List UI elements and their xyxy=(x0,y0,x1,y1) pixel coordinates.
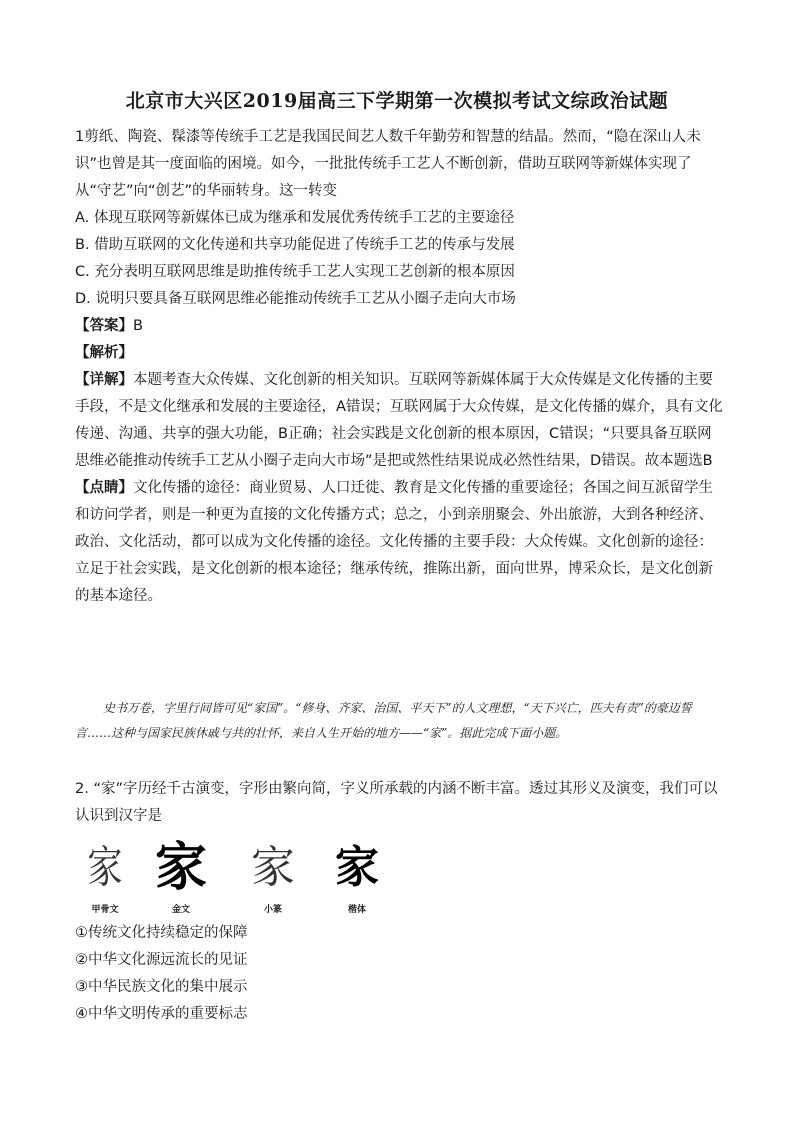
detail-text: 本题考查大众传媒、文化创新的相关知识。互联网等新媒体属于大众传媒是文化传播的主要手段，不是文化继承和发展的主要途径，A错误；互联网属于大众传媒，是文化传播的媒介，具有文化传递、沟通、共享的强大功能，B正确；社会实践是文化创新的根本原因，C错误；“只要具备互联网思维必能推动传统手工艺从小圈子走向大市场”是把或然性结果说成必然性结果，D错误。故本题选B xyxy=(75,372,723,469)
statement-2: ②中华文化源远流长的见证 xyxy=(75,952,248,968)
regular-script-glyph xyxy=(327,838,387,918)
tip-label: 【点睛】 xyxy=(75,480,133,496)
small-seal-caption: 小篆 xyxy=(263,905,282,915)
bronze-script-character: 家 xyxy=(154,838,207,898)
question-2-stem: 2. “家”字历经千古演变，字形由繁向简，字义所承载的内涵不断丰富。透过其形义及演变，我们可以认识到汉字是 xyxy=(75,781,718,824)
answer-value: B xyxy=(133,318,143,334)
detail-label: 【详解】 xyxy=(75,372,133,388)
page-title: 北京市大兴区2019届高三下学期第一次模拟考试文综政治试题 xyxy=(125,90,669,112)
small-seal-glyph xyxy=(243,838,303,918)
oracle-bone-caption: 甲骨文 xyxy=(91,905,119,915)
regular-script-character: 家 xyxy=(335,842,379,893)
answer-line xyxy=(75,313,723,340)
answer-label: 【答案】 xyxy=(75,318,133,334)
question-1-stem: 1剪纸、陶瓷、髹漆等传统手工艺是我国民间艺人数千年勤劳和智慧的结晶。然而，“隐在深山人未识”也曾是其一度面临的困境。如今，一批批传统手工艺人不断创新，借助互联网等新媒体实现了从“守艺”向“创艺”的华丽转身。这一转变 xyxy=(75,129,701,199)
statement-3: ③中华民族文化的集中展示 xyxy=(75,979,248,995)
option-d: D. 说明只要具备互联网思维必能推动传统手工艺从小圈子走向大市场 xyxy=(75,291,516,307)
oracle-bone-character: 家 xyxy=(87,842,123,893)
tip-text: 文化传播的途径：商业贸易、人口迁徙、教育是文化传播的重要途径；各国之间互派留学生和访问学者，则是一种更为直接的文化传播方式；总之，小到亲朋聚会、外出旅游，大到各种经济、政治、文化活动，都可以成为文化传播的途径。文化传播的主要手段：大众传媒。文化创新的途径：立足于社会实践，是文化创新的根本途径；继承传统，推陈出新，面向世界，博采众长，是文化创新的基本途径。 xyxy=(75,480,713,604)
analysis-label: 【解析】 xyxy=(75,345,133,361)
character-evolution-figure xyxy=(75,838,395,918)
analysis-line xyxy=(75,340,723,367)
tip-paragraph xyxy=(75,475,723,610)
statement-4: ④中华文明传承的重要标志 xyxy=(75,1006,248,1022)
regular-script-caption: 楷体 xyxy=(347,905,366,915)
question-1 xyxy=(75,124,723,610)
question-2 xyxy=(75,776,723,830)
option-b: B. 借助互联网的文化传递和共享功能促进了传统手工艺的传承与发展 xyxy=(75,237,515,253)
small-seal-character: 家 xyxy=(251,842,295,893)
reading-passage: 史书万卷，字里行间皆可见“家国”。“修身、齐家、治国、平天下”的人文理想，“天下兴亡，匹夫有责”的豪迈誓言……这种与国家民族休戚与共的壮怀，来自人生开始的地方——“家”。据此完成下面小题。 xyxy=(75,701,692,740)
option-c: C. 充分表明互联网思维是助推传统手工艺人实现工艺创新的根本原因 xyxy=(75,264,515,280)
bronze-script-glyph xyxy=(151,838,211,918)
detail-paragraph xyxy=(75,367,723,475)
oracle-bone-glyph xyxy=(75,838,135,918)
bronze-script-caption: 金文 xyxy=(171,905,190,915)
option-a: A. 体现互联网等新媒体已成为继承和发展优秀传统手工艺的主要途径 xyxy=(75,210,515,226)
statement-1: ①传统文化持续稳定的保障 xyxy=(75,925,248,941)
question-2-statements xyxy=(75,920,723,1028)
